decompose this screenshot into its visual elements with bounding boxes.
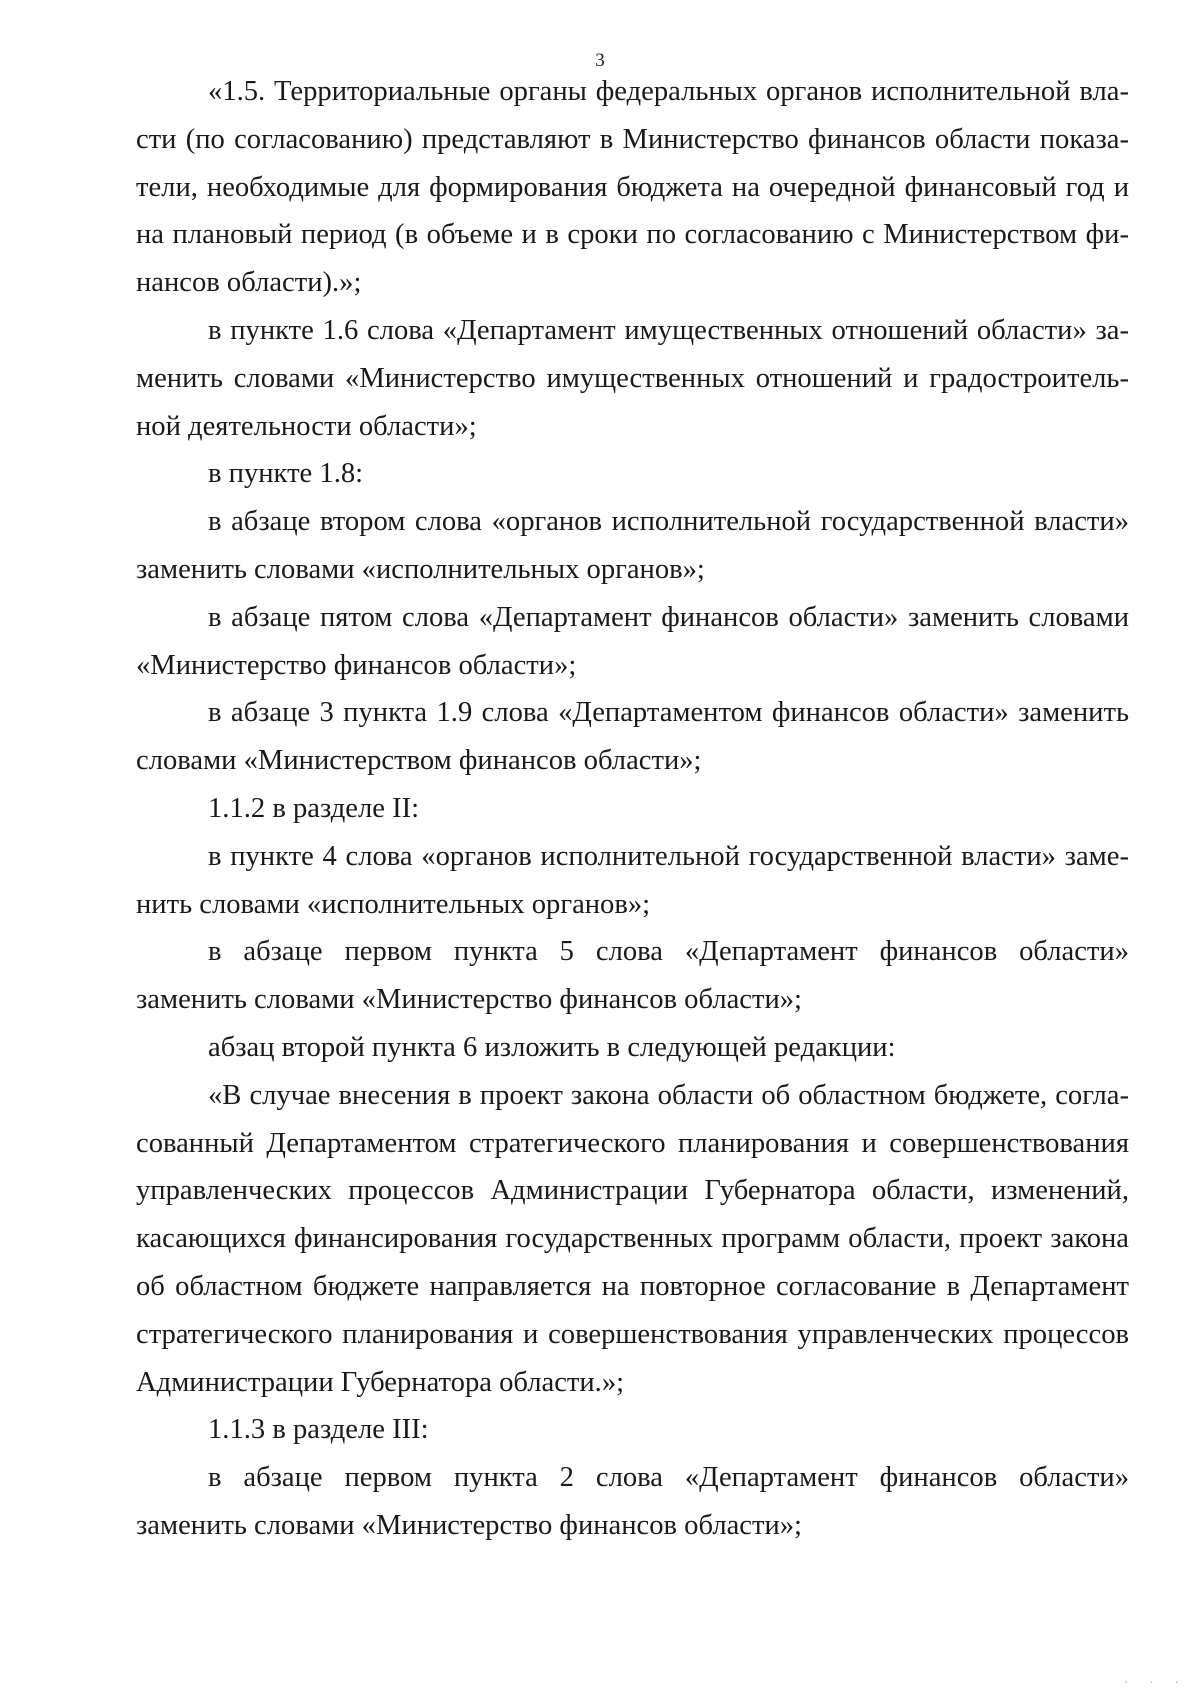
section-heading-1-1-3: 1.1.3 в разделе III: <box>208 1414 429 1446</box>
paragraph-1-9: в абзаце 3 пункта 1.9 слова «Департаментом финансов области» заменить словами «Министерством финансов области»; <box>136 697 1129 777</box>
paragraph-item-5: в абзаце первом пункта 5 слова «Департамент финансов области» заменить словами «Министерство финансов области»; <box>136 936 1129 1016</box>
paragraph-item-4: в пункте 4 слова «органов исполнительной государственной власти» заменить словами «исполнительных органов»; <box>136 840 1129 920</box>
quoted-amendment: «В случае внесения в проект закона области об областном бюджете, согласованный Департаментом стратегического планирования и совершенствования управленческих процессов Администрации Губернатора области, изменений, касающихся финансирования государственных программ области, проект закона об областном бюджете направляется на повторное согласование в Департамент стратегического планирования и совершенствования управленческих процессов Администрации Губернатора области.»; <box>136 1079 1129 1398</box>
paragraph-1-8-fifth: в абзаце пятом слова «Департамент финансов области» заменить словами «Министерство финансов области»; <box>136 601 1129 681</box>
paragraph-item-6: абзац второй пункта 6 изложить в следующей редакции: <box>208 1031 896 1063</box>
paragraph-item-1-6: в пункте 1.6 слова «Департамент имущественных отношений области» заменить словами «Министерство имущественных отношений и градостроительной деятельности области»; <box>136 314 1129 442</box>
paragraph-1-8-second: в абзаце втором слова «органов исполнительной государственной власти» заменить словами «исполнительных органов»; <box>136 506 1129 585</box>
page-number: 3 <box>595 50 605 71</box>
paragraph-1-5: «1.5. Территориальные органы федеральных органов исполнительной власти (по согласованию) представляют в Министерство финансов области показатели, необходимые для формирования бюджета на очередной финансовый год и на плановый период (в объеме и в сроки по согласованию с Министерством финансов области).»; <box>136 76 1129 299</box>
scan-artifact: · · · <box>1122 1676 1186 1689</box>
paragraph-item-1-8: в пункте 1.8: <box>208 458 364 490</box>
section-heading-1-1-2: 1.1.2 в разделе II: <box>208 792 420 824</box>
document-body <box>136 68 1129 1550</box>
paragraph-item-2: в абзаце первом пункта 2 слова «Департамент финансов области» заменить словами «Министерство финансов области»; <box>136 1462 1129 1541</box>
